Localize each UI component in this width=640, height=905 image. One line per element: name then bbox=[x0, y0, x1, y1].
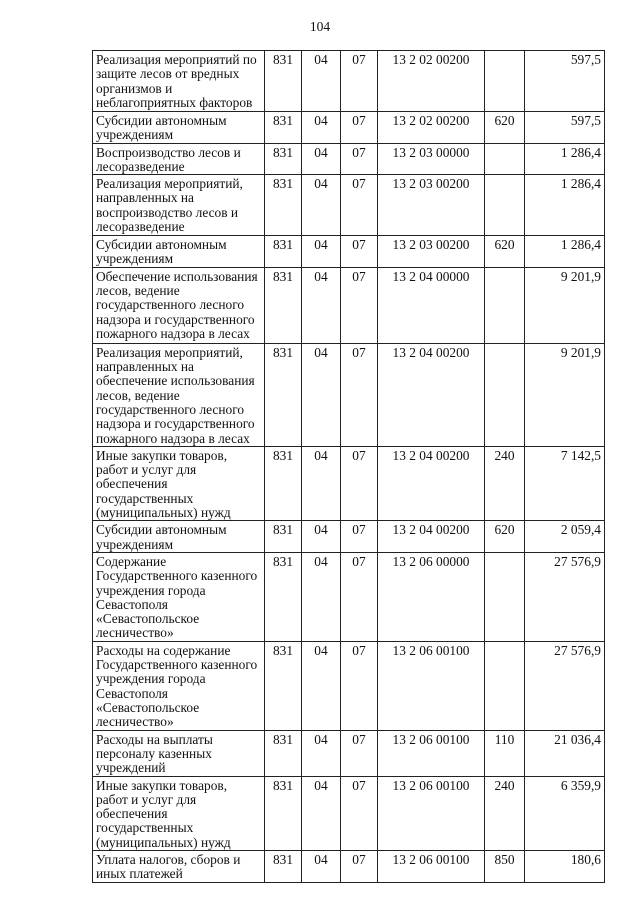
section-code: 04 bbox=[302, 552, 341, 641]
target-article-code: 13 2 04 00200 bbox=[378, 446, 485, 520]
expense-type-code: 850 bbox=[485, 850, 525, 882]
table-row bbox=[93, 112, 605, 144]
subsection-code: 07 bbox=[341, 776, 378, 850]
expense-type-code bbox=[485, 343, 525, 446]
target-article-code: 13 2 03 00200 bbox=[378, 175, 485, 236]
expense-type-code: 110 bbox=[485, 730, 525, 776]
item-name: Уплата налогов, сборов и иных платежей bbox=[93, 850, 265, 882]
amount: 21 036,4 bbox=[525, 730, 605, 776]
section-code: 04 bbox=[302, 236, 341, 268]
table-row bbox=[93, 521, 605, 553]
item-name: Расходы на содержание Государственного казенного учреждения города Севастополя «Севастопольское лесничество» bbox=[93, 641, 265, 730]
section-code: 04 bbox=[302, 51, 341, 112]
subsection-code: 07 bbox=[341, 446, 378, 520]
table-row bbox=[93, 776, 605, 850]
table-row bbox=[93, 730, 605, 776]
subsection-code: 07 bbox=[341, 521, 378, 553]
item-name: Субсидии автономным учреждениям bbox=[93, 236, 265, 268]
subsection-code: 07 bbox=[341, 641, 378, 730]
amount: 597,5 bbox=[525, 51, 605, 112]
target-article-code: 13 2 02 00200 bbox=[378, 51, 485, 112]
item-name: Расходы на выплаты персоналу казенных учреждений bbox=[93, 730, 265, 776]
table-row bbox=[93, 850, 605, 882]
item-name: Реализация мероприятий по защите лесов от вредных организмов и неблагоприятных факторов bbox=[93, 51, 265, 112]
section-code: 04 bbox=[302, 175, 341, 236]
expense-type-code bbox=[485, 51, 525, 112]
target-article-code: 13 2 04 00200 bbox=[378, 521, 485, 553]
subsection-code: 07 bbox=[341, 552, 378, 641]
ministry-code: 831 bbox=[265, 343, 302, 446]
page-number: 104 bbox=[309, 19, 331, 34]
amount: 1 286,4 bbox=[525, 143, 605, 175]
table-row bbox=[93, 143, 605, 175]
section-code: 04 bbox=[302, 446, 341, 520]
section-code: 04 bbox=[302, 267, 341, 343]
amount: 9 201,9 bbox=[525, 267, 605, 343]
target-article-code: 13 2 03 00000 bbox=[378, 143, 485, 175]
section-code: 04 bbox=[302, 343, 341, 446]
target-article-code: 13 2 04 00200 bbox=[378, 343, 485, 446]
expense-type-code: 240 bbox=[485, 776, 525, 850]
expense-type-code bbox=[485, 552, 525, 641]
target-article-code: 13 2 02 00200 bbox=[378, 112, 485, 144]
amount: 180,6 bbox=[525, 850, 605, 882]
table-row bbox=[93, 175, 605, 236]
expense-type-code: 620 bbox=[485, 112, 525, 144]
amount: 1 286,4 bbox=[525, 236, 605, 268]
expense-type-code bbox=[485, 641, 525, 730]
amount: 6 359,9 bbox=[525, 776, 605, 850]
item-name: Иные закупки товаров, работ и услуг для обеспечения государственных (муниципальных) нужд bbox=[93, 776, 265, 850]
subsection-code: 07 bbox=[341, 236, 378, 268]
target-article-code: 13 2 06 00100 bbox=[378, 776, 485, 850]
subsection-code: 07 bbox=[341, 730, 378, 776]
section-code: 04 bbox=[302, 730, 341, 776]
amount: 27 576,9 bbox=[525, 641, 605, 730]
subsection-code: 07 bbox=[341, 343, 378, 446]
item-name: Субсидии автономным учреждениям bbox=[93, 112, 265, 144]
table-row bbox=[93, 267, 605, 343]
ministry-code: 831 bbox=[265, 641, 302, 730]
table-row bbox=[93, 446, 605, 520]
subsection-code: 07 bbox=[341, 850, 378, 882]
amount: 7 142,5 bbox=[525, 446, 605, 520]
ministry-code: 831 bbox=[265, 521, 302, 553]
subsection-code: 07 bbox=[341, 175, 378, 236]
amount: 27 576,9 bbox=[525, 552, 605, 641]
target-article-code: 13 2 06 00100 bbox=[378, 850, 485, 882]
item-name: Воспроизводство лесов и лесоразведение bbox=[93, 143, 265, 175]
target-article-code: 13 2 06 00100 bbox=[378, 730, 485, 776]
subsection-code: 07 bbox=[341, 267, 378, 343]
item-name: Содержание Государственного казенного учреждения города Севастополя «Севастопольское лесничество» bbox=[93, 552, 265, 641]
section-code: 04 bbox=[302, 641, 341, 730]
table-row bbox=[93, 641, 605, 730]
table-row bbox=[93, 236, 605, 268]
section-code: 04 bbox=[302, 521, 341, 553]
budget-table bbox=[92, 50, 605, 883]
expense-type-code: 620 bbox=[485, 521, 525, 553]
table-row bbox=[93, 552, 605, 641]
section-code: 04 bbox=[302, 143, 341, 175]
target-article-code: 13 2 04 00000 bbox=[378, 267, 485, 343]
section-code: 04 bbox=[302, 850, 341, 882]
target-article-code: 13 2 03 00200 bbox=[378, 236, 485, 268]
ministry-code: 831 bbox=[265, 446, 302, 520]
amount: 1 286,4 bbox=[525, 175, 605, 236]
amount: 9 201,9 bbox=[525, 343, 605, 446]
expense-type-code bbox=[485, 143, 525, 175]
expense-type-code bbox=[485, 175, 525, 236]
item-name: Субсидии автономным учреждениям bbox=[93, 521, 265, 553]
ministry-code: 831 bbox=[265, 236, 302, 268]
target-article-code: 13 2 06 00000 bbox=[378, 552, 485, 641]
item-name: Реализация мероприятий, направленных на воспроизводство лесов и лесоразведение bbox=[93, 175, 265, 236]
target-article-code: 13 2 06 00100 bbox=[378, 641, 485, 730]
subsection-code: 07 bbox=[341, 143, 378, 175]
ministry-code: 831 bbox=[265, 112, 302, 144]
expense-type-code: 620 bbox=[485, 236, 525, 268]
ministry-code: 831 bbox=[265, 552, 302, 641]
section-code: 04 bbox=[302, 112, 341, 144]
ministry-code: 831 bbox=[265, 850, 302, 882]
ministry-code: 831 bbox=[265, 51, 302, 112]
table-row bbox=[93, 51, 605, 112]
table-row bbox=[93, 343, 605, 446]
ministry-code: 831 bbox=[265, 776, 302, 850]
item-name: Реализация мероприятий, направленных на обеспечение использования лесов, ведение государственного лесного надзора и государственного пожарного надзора в лесах bbox=[93, 343, 265, 446]
expense-type-code bbox=[485, 267, 525, 343]
ministry-code: 831 bbox=[265, 175, 302, 236]
item-name: Обеспечение использования лесов, ведение государственного лесного надзора и государственного пожарного надзора в лесах bbox=[93, 267, 265, 343]
subsection-code: 07 bbox=[341, 51, 378, 112]
ministry-code: 831 bbox=[265, 143, 302, 175]
section-code: 04 bbox=[302, 776, 341, 850]
amount: 2 059,4 bbox=[525, 521, 605, 553]
subsection-code: 07 bbox=[341, 112, 378, 144]
amount: 597,5 bbox=[525, 112, 605, 144]
expense-type-code: 240 bbox=[485, 446, 525, 520]
ministry-code: 831 bbox=[265, 730, 302, 776]
ministry-code: 831 bbox=[265, 267, 302, 343]
item-name: Иные закупки товаров, работ и услуг для обеспечения государственных (муниципальных) нужд bbox=[93, 446, 265, 520]
